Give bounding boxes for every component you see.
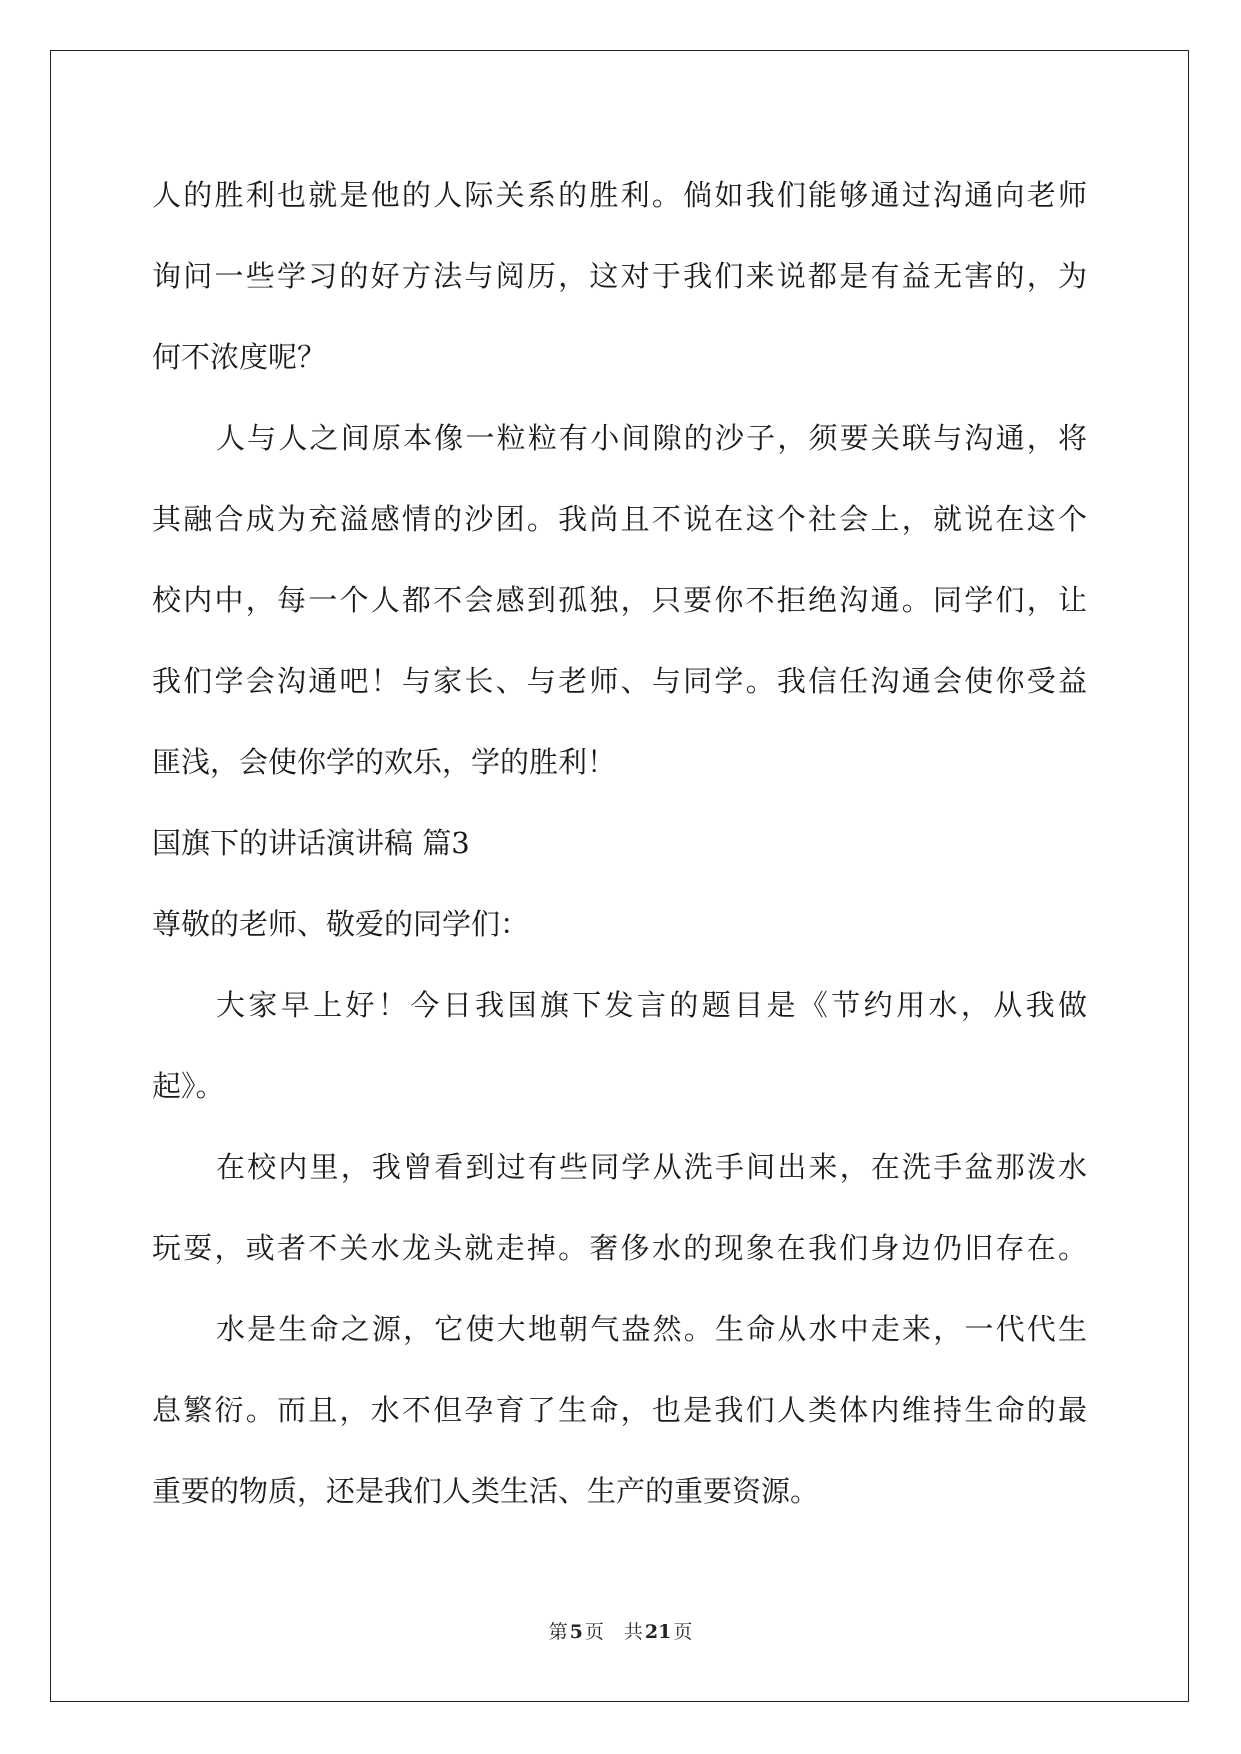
text-line: 匪浅，会使你学的欢乐，学的胜利！ [152, 745, 617, 779]
text-line: 询问一些学习的好方法与阅历，这对于我们来说都是有益无害的，为 [152, 259, 1087, 293]
salutation: 尊敬的老师、敬爱的同学们： [152, 907, 530, 941]
page-suffix: 页 [584, 1621, 604, 1643]
total-pages: 21 [644, 1621, 672, 1643]
text-line: 水是生命之源，它使大地朝气盎然。生命从水中走来，一代代生 [216, 1312, 1087, 1346]
section-heading: 国旗下的讲话演讲稿 篇3 [152, 826, 470, 860]
text-line: 何不浓度呢？ [152, 340, 327, 374]
text-line: 人的胜利也就是他的人际关系的胜利。倘如我们能够通过沟通向老师 [152, 178, 1087, 212]
total-prefix: 共 [623, 1621, 643, 1643]
document-body [152, 155, 1087, 1532]
text-line: 在校内里，我曾看到过有些同学从洗手间出来，在洗手盆那泼水 [216, 1150, 1087, 1184]
total-suffix: 页 [673, 1621, 693, 1643]
text-line: 我们学会沟通吧！与家长、与老师、与同学。我信任沟通会使你受益 [152, 664, 1087, 698]
page-number: 5 [569, 1621, 583, 1643]
text-line: 起》。 [152, 1069, 225, 1103]
text-line: 玩耍，或者不关水龙头就走掉。奢侈水的现象在我们身边仍旧存在。 [152, 1231, 1087, 1265]
text-line: 重要的物质，还是我们人类生活、生产的重要资源。 [152, 1474, 820, 1508]
text-line: 其融合成为充溢感情的沙团。我尚且不说在这个社会上，就说在这个 [152, 502, 1087, 536]
text-line: 人与人之间原本像一粒粒有小间隙的沙子，须要关联与沟通，将 [216, 421, 1087, 455]
page-prefix: 第 [548, 1621, 568, 1643]
text-line: 大家早上好！今日我国旗下发言的题目是《节约用水，从我做 [216, 988, 1087, 1022]
text-line: 校内中，每一个人都不会感到孤独，只要你不拒绝沟通。同学们，让 [152, 583, 1087, 617]
text-line: 息繁衍。而且，水不但孕育了生命，也是我们人类体内维持生命的最 [152, 1393, 1087, 1427]
page-footer [0, 1620, 1241, 1644]
